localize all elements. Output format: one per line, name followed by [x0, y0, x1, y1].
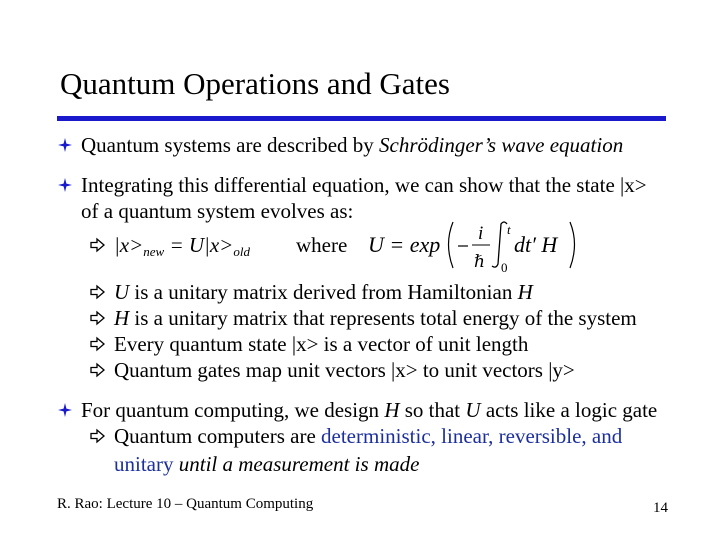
four-point-star-icon: [56, 172, 74, 198]
subbullet-text: [114, 279, 533, 305]
subbullet-text: Every quantum state |x> is a vector of unit length: [114, 332, 529, 356]
hollow-arrow-right-icon: [88, 232, 108, 258]
text-run-highlight: deterministic, linear, reversible, and: [321, 424, 623, 448]
fraction-denominator: ℏ: [474, 252, 485, 272]
eq-subscript: old: [233, 244, 250, 259]
text-run: acts like a logic gate: [480, 398, 658, 422]
text-run-emphasis: H: [517, 280, 533, 304]
text-run: so that: [399, 398, 466, 422]
where-label: where: [296, 233, 348, 257]
four-point-star-icon: [56, 132, 74, 158]
text-run: is a unitary matrix derived from Hamiltonian: [129, 280, 518, 304]
subbullet-text-line2: [114, 451, 419, 477]
hollow-arrow-right-icon: [88, 357, 108, 383]
bullet-text-line2: of a quantum system evolves as:: [81, 199, 354, 223]
text-run-emphasis: Schrödinger’s wave equation: [379, 133, 624, 157]
subbullet-text: Quantum gates map unit vectors |x> to unit vectors |y>: [114, 358, 575, 382]
title-rule: [57, 116, 666, 121]
text-run: For quantum computing, we design: [81, 398, 385, 422]
subbullet-text: [114, 305, 637, 331]
hollow-arrow-right-icon: [88, 279, 108, 305]
text-run: is a unitary matrix that represents total energy of the system: [129, 306, 637, 330]
page-number: 14: [653, 500, 668, 516]
slide-footer: R. Rao: Lecture 10 – Quantum Computing: [57, 496, 314, 512]
right-paren: [570, 222, 575, 268]
text-run: Quantum systems are described by: [81, 133, 380, 157]
integrand: dt′ H: [514, 232, 558, 257]
slide-title: Quantum Operations and Gates: [60, 66, 450, 101]
eq-part: = U|x>: [164, 233, 234, 257]
text-run-emphasis: H: [114, 306, 130, 330]
eq-part: |x>: [114, 233, 144, 257]
bullet-text-line1: Integrating this differential equation, we can show that the state |x>: [81, 173, 647, 197]
text-run-emphasis: H: [384, 398, 400, 422]
evolution-equation: [114, 232, 250, 258]
eq-subscript: new: [143, 244, 165, 259]
text-run-emphasis: U: [114, 280, 130, 304]
text-run-emphasis: U: [465, 398, 481, 422]
bullet-text: [81, 397, 657, 423]
text-run-highlight: unitary: [114, 452, 174, 476]
integral-lower-limit: 0: [501, 260, 508, 275]
four-point-star-icon: [56, 397, 74, 423]
formula-lhs: U = exp: [368, 232, 441, 257]
hollow-arrow-right-icon: [88, 305, 108, 331]
hollow-arrow-right-icon: [88, 423, 108, 449]
text-run-emphasis: until a measurement is made: [173, 452, 420, 476]
integral-upper-limit: t: [507, 222, 511, 237]
bullet-text: [81, 132, 623, 158]
unitary-formula: [368, 212, 578, 276]
text-run: Quantum computers are: [114, 424, 322, 448]
hollow-arrow-right-icon: [88, 331, 108, 357]
fraction-numerator: i: [478, 223, 484, 244]
left-paren: [449, 222, 454, 268]
subbullet-text: [114, 423, 622, 449]
